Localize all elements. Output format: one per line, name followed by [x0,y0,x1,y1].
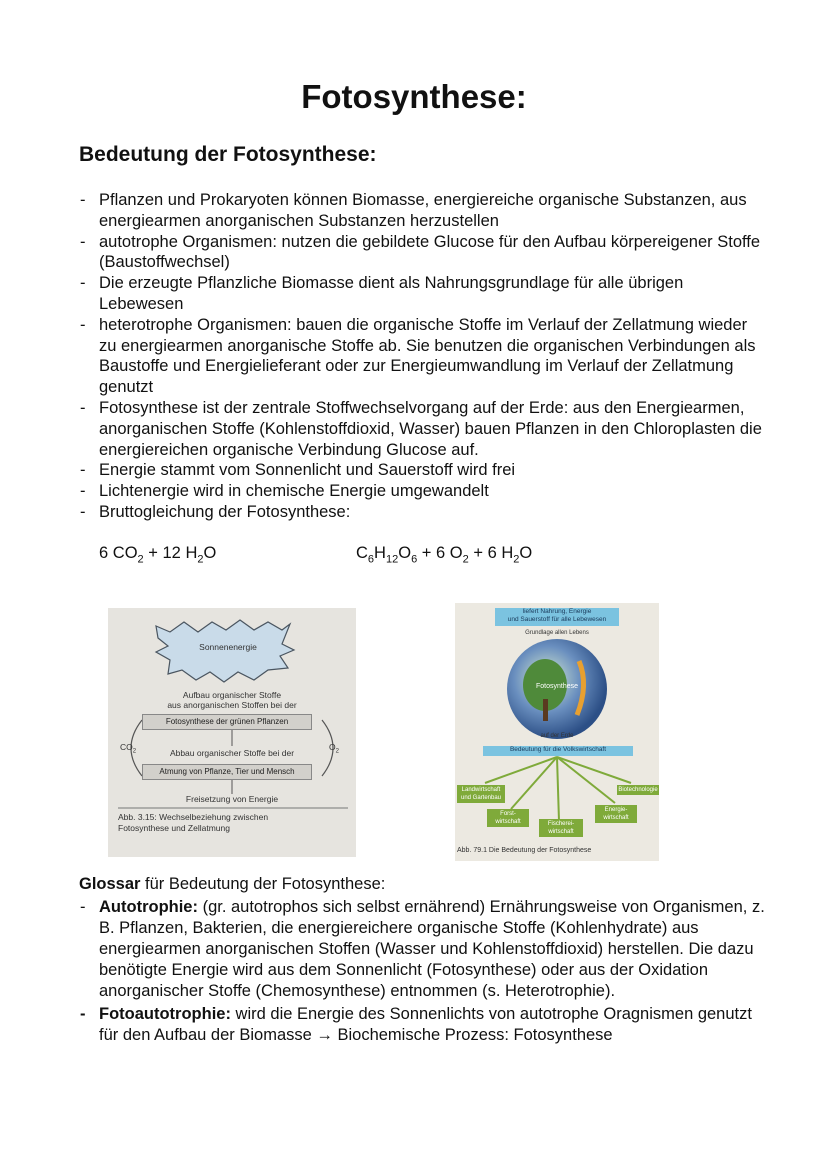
bullet-dash: - [80,398,86,417]
page-title: Fotosynthese: [301,78,527,115]
bullet-dash: - [80,232,86,251]
bottom-arc-label: auf der Erde [540,733,574,739]
economy-bar: Bedeutung für die Volkswirtschaft [483,746,633,756]
co2-label: $CO_2$ [120,742,137,755]
bullet-dash: - [80,502,86,521]
list-item-text: Die erzeugte Pflanzliche Biomasse dient als Nahrungsgrundlage für alle übrigen Lebewesen [99,274,684,313]
list-item [79,398,769,460]
landwirtschaft-box: Landwirtschaft und Gartenbau [457,785,505,803]
list-item [79,190,769,232]
list-item-text: Lichtenergie wird in chemische Energie umgewandelt [99,482,489,501]
top-banner: liefert Nahrung, Energie und Sauerstoff für alle Lebewesen [495,608,619,626]
figure-text: aus anorganischen Stoffen bei der [167,700,297,710]
figure-text: Abbau organischer Stoffe bei der [169,748,295,758]
list-item-text: heterotrophe Organismen: bauen die organische Stoffe im Verlauf der Zellatmung wieder zu energiearmen anorganische Stoffe ab. Sie benutzen die organischen Verbindungen als Baustoffe und Energielieferant oder zur Energieumwandlung im Verlauf der Zellatmung genutzt [99,315,756,397]
glossar-item [79,897,769,1002]
figure-text: Freisetzung von Energie [185,794,279,804]
globe-label: Fotosynthese [535,683,579,690]
bullet-dash: - [80,898,86,916]
glossar-item [79,1004,769,1046]
photosynthesis-respiration-figure [108,608,356,857]
glossar-term: Autotrophie: [99,898,198,916]
list-item-text: Energie stammt vom Sonnenlicht und Sauerstoff wird frei [99,461,516,480]
bullet-dash: - [80,191,86,209]
figure-text: Aufbau organischer Stoffe [182,690,282,700]
list-item [79,232,769,274]
arc-label: Grundlage allen Lebens [525,630,589,636]
equation-products: $C_6H_{12}O_6 + 6$ $O_2 + 6$ $H_2O$ [356,544,533,566]
photosynthesis-importance-figure [455,603,659,861]
section-heading: Bedeutung der Fotosynthese: [79,143,377,166]
figure-caption: Abb. 3.15: Wechselbeziehung zwischen [118,812,269,822]
list-item [79,273,769,315]
equation-reactants: 6 $CO_2 + 12$ $H_2O$ [99,544,217,566]
energie-box: Energie-wirtschaft [595,805,637,823]
glossar-heading: Glossar für Bedeutung der Fotosynthese: [79,875,386,893]
list-item-text: Fotosynthese ist der zentrale Stoffwechselvorgang auf der Erde: aus den Energiearmen, anorganischen Stoffe (Kohlenstoffdioxid, Wasser) bauen Pflanzen in den Chloroplasten die energiereichen organische Verbindung Glucose auf. [99,398,762,459]
list-item [79,315,769,398]
list-item [79,460,769,481]
list-item [79,502,769,523]
o2-label: $O_2$ [329,742,339,755]
glossar-text: (gr. autotrophos sich selbst ernährend) Ernährungsweise von Organismen, z. B. Pflanzen, Bakterien, die energiereichere organische Stoffe (Kohlenhydrate) aus energiearmen anorganischen Stoffen (Wasser und Kohlenstoffdioxid) herstellen. Die dazu benötigte Energie wird aus dem Sonnenlicht (Fotosynthese) oder aus der Oxidation anorganischer Stoffe (Chemosynthese) entnommen (s. Heterotrophie). [99,898,765,1000]
figure-caption: Fotosynthese und Zellatmung [118,823,230,833]
list-item-text: Bruttogleichung der Fotosynthese: [99,502,351,521]
figure-caption: Abb. 79.1 Die Bedeutung der Fotosynthese [457,847,592,854]
list-item-text: autotrophe Organismen: nutzen die gebildete Glucose für den Aufbau körpereigener Stoffe (Baustoffwechsel) [99,232,761,272]
glossar-term: Fotoautotrophie: [99,1005,231,1023]
bullet-dash: - [80,315,86,334]
bullet-list [79,190,769,523]
bullet-dash: - [80,274,86,293]
glossar-text: wird die Energie des Sonnenlichts von autotrophe Oragnismen genutzt für den Aufbau der Biomasse → Biochemische Prozess: Fotosynthese [99,1005,752,1044]
sun-label: Sonnenenergie [199,642,257,652]
fischerei-box: Fischerei-wirtschaft [539,819,583,837]
bullet-dash: - [80,1005,86,1023]
list-item [79,481,769,502]
biotech-box: Biotechnologie [618,787,658,793]
figure-box: Fotosynthese der grünen Pflanzen [142,714,312,730]
bullet-dash: - [80,461,86,480]
list-item-text: Pflanzen und Prokaryoten können Biomasse, energiereiche organische Substanzen, aus energiearmen anorganischen Substanzen herzustellen [99,191,747,230]
bullet-dash: - [80,482,86,501]
forst-box: Forst-wirtschaft [487,809,529,827]
glossar-list [79,897,769,1046]
figure-box: Atmung von Pflanze, Tier und Mensch [142,764,312,780]
